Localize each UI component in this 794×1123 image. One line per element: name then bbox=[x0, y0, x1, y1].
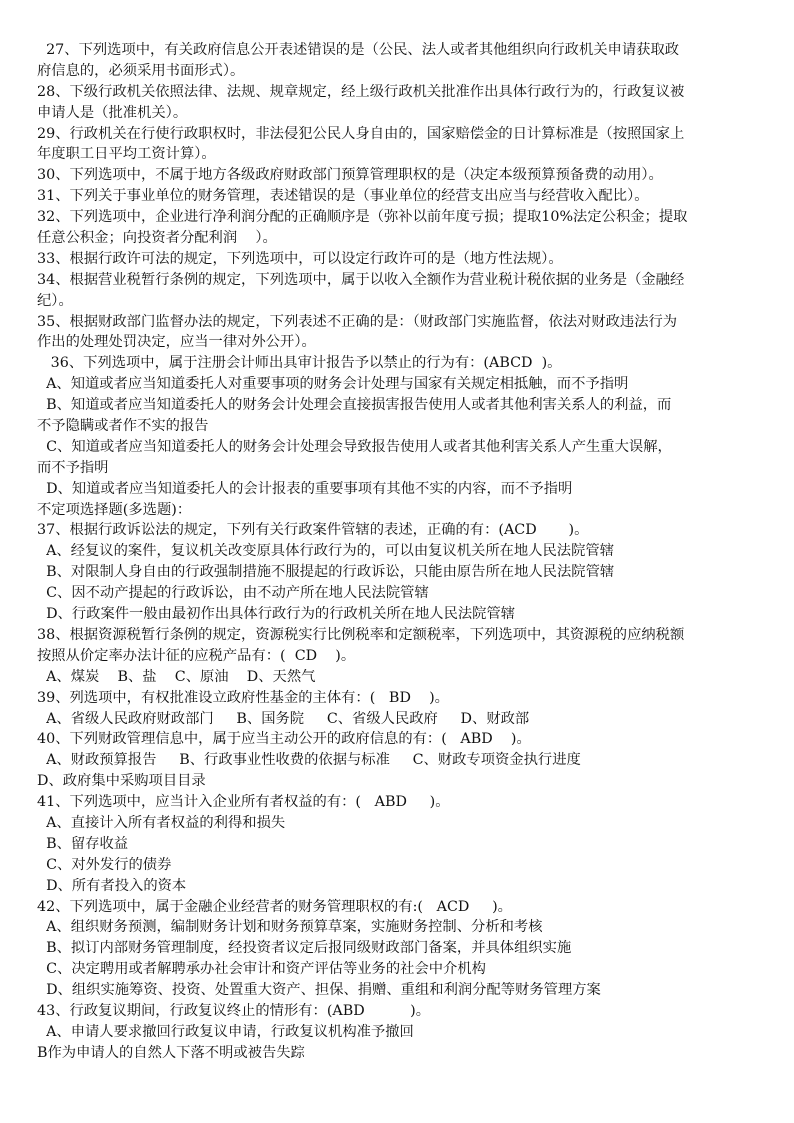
text-line: 40、下列财政管理信息中，属于应当主动公开的政府信息的有：( ABD )。 bbox=[37, 731, 531, 748]
text-line: B、知道或者应当知道委托人的财务会计处理会直接损害报告使用人或者其他利害关系人的利益，而 bbox=[37, 397, 672, 414]
text-line: C、决定聘用或者解聘承办社会审计和资产评估等业务的社会中介机构 bbox=[37, 961, 486, 978]
text-line: D、组织实施筹资、投资、处置重大资产、担保、捐赠、重组和利润分配等财务管理方案 bbox=[37, 982, 601, 999]
text-line: D、知道或者应当知道委托人的会计报表的重要事项有其他不实的内容，而不予指明 bbox=[37, 480, 573, 497]
text-line: 按照从价定率办法计征的应税产品有：( CD )。 bbox=[37, 647, 356, 664]
text-line: D、政府集中采购项目目录 bbox=[37, 773, 206, 790]
text-line: B、留存收益 bbox=[37, 835, 129, 852]
text-line: A、经复议的案件，复议机关改变原具体行政行为的，可以由复议机关所在地人民法院管辖 bbox=[37, 543, 614, 560]
text-line: 34、根据营业税暂行条例的规定，下列选项中，属于以收入全额作为营业税计税依据的业务是（金融经 bbox=[37, 271, 685, 288]
text-line: 28、下级行政机关依照法律、法规、规章规定，经上级行政机关批准作出具体行政行为的，行政复议被 bbox=[37, 83, 685, 100]
text-line: A、直接计入所有者权益的利得和损失 bbox=[37, 814, 286, 831]
text-line: C、对外发行的债券 bbox=[37, 856, 172, 873]
text-line: 31、下列关于事业单位的财务管理，表述错误的是（事业单位的经营支出应当与经营收入配比）。 bbox=[37, 188, 649, 205]
text-line: A、组织财务预测，编制财务计划和财务预算草案，实施财务控制、分析和考核 bbox=[37, 919, 543, 936]
text-line: B、对限制人身自由的行政强制措施不服提起的行政诉讼，只能由原告所在地人民法院管辖 bbox=[37, 564, 615, 581]
text-line: 42、下列选项中，属于金融企业经营者的财务管理职权的有:( ACD )。 bbox=[37, 898, 512, 915]
text-line: A、煤炭 B、盐 C、原油 D、天然气 bbox=[37, 668, 316, 685]
text-line: 纪）。 bbox=[37, 292, 73, 309]
text-line: 30、下列选项中，不属于地方各级政府财政部门预算管理职权的是（决定本级预算预备费的动用）。 bbox=[37, 167, 663, 184]
text-line: 而不予指明 bbox=[37, 459, 109, 476]
text-line: 41、下列选项中，应当计入企业所有者权益的有：( ABD )。 bbox=[37, 794, 450, 811]
text-line: 不定项选择题(多选题)： bbox=[37, 501, 192, 518]
text-line: 43、行政复议期间，行政复议终止的情形有：(ABD )。 bbox=[37, 1002, 431, 1019]
document-body bbox=[37, 40, 757, 1064]
text-line: A、财政预算报告 B、行政事业性收费的依据与标准 C、财政专项资金执行进度 bbox=[37, 752, 581, 769]
text-line: B、拟订内部财务管理制度，经投资者议定后报同级财政部门备案，并具体组织实施 bbox=[37, 940, 572, 957]
text-line: 年度职工日平均工资计算）。 bbox=[37, 146, 216, 163]
text-line: B作为申请人的自然人下落不明或被告失踪 bbox=[37, 1044, 305, 1061]
text-line: 任意公积金；向投资者分配利润 ）。 bbox=[37, 230, 277, 247]
text-line: 作出的处理处罚决定，应当一律对外公开）。 bbox=[37, 334, 316, 351]
text-line: D、所有者投入的资本 bbox=[37, 877, 187, 894]
text-line: 39、列选项中，有权批准设立政府性基金的主体有：( BD )。 bbox=[37, 689, 449, 706]
text-line: D、行政案件一般由最初作出具体行政行为的行政机关所在地人民法院管辖 bbox=[37, 606, 516, 623]
text-line: A、知道或者应当知道委托人对重要事项的财务会计处理与国家有关规定相抵触，而不予指明 bbox=[37, 376, 629, 393]
text-line: 33、根据行政许可法的规定，下列选项中，可以设定行政许可的是（地方性法规）。 bbox=[37, 250, 563, 267]
text-line: 35、根据财政部门监督办法的规定，下列表述不正确的是：（财政部门实施监督，依法对财政违法行为 bbox=[37, 313, 678, 330]
text-line: 29、行政机关在行使行政职权时，非法侵犯公民人身自由的，国家赔偿金的日计算标准是（按照国家上 bbox=[37, 125, 685, 142]
text-line: A、省级人民政府财政部门 B、国务院 C、省级人民政府 D、财政部 bbox=[37, 710, 530, 727]
text-line: 府信息的，必须采用书面形式）。 bbox=[37, 62, 245, 79]
text-line: 38、根据资源税暂行条例的规定，资源税实行比例税率和定额税率，下列选项中，其资源税的应纳税额 bbox=[37, 626, 685, 643]
text-line: 27、下列选项中，有关政府信息公开表述错误的是（公民、法人或者其他组织向行政机关申请获取政 bbox=[37, 42, 680, 58]
text-line: 32、下列选项中，企业进行净利润分配的正确顺序是（弥补以前年度亏损；提取10%法定公积金；提取 bbox=[37, 209, 688, 226]
text-line: 37、根据行政诉讼法的规定，下列有关行政案件管辖的表述，正确的有：(ACD )。 bbox=[37, 522, 589, 539]
text-line: 不予隐瞒或者作不实的报告 bbox=[37, 418, 209, 435]
text-line: 申请人是（批准机关）。 bbox=[37, 104, 188, 121]
text-line: 36、下列选项中，属于注册会计师出具审计报告予以禁止的行为有：(ABCD )。 bbox=[37, 355, 562, 372]
text-line: C、知道或者应当知道委托人的财务会计处理会导致报告使用人或者其他利害关系人产生重大误解， bbox=[37, 438, 672, 455]
text-line: C、因不动产提起的行政诉讼，由不动产所在地人民法院管辖 bbox=[37, 585, 429, 602]
text-line: A、申请人要求撤回行政复议申请，行政复议机构准予撤回 bbox=[37, 1023, 414, 1040]
